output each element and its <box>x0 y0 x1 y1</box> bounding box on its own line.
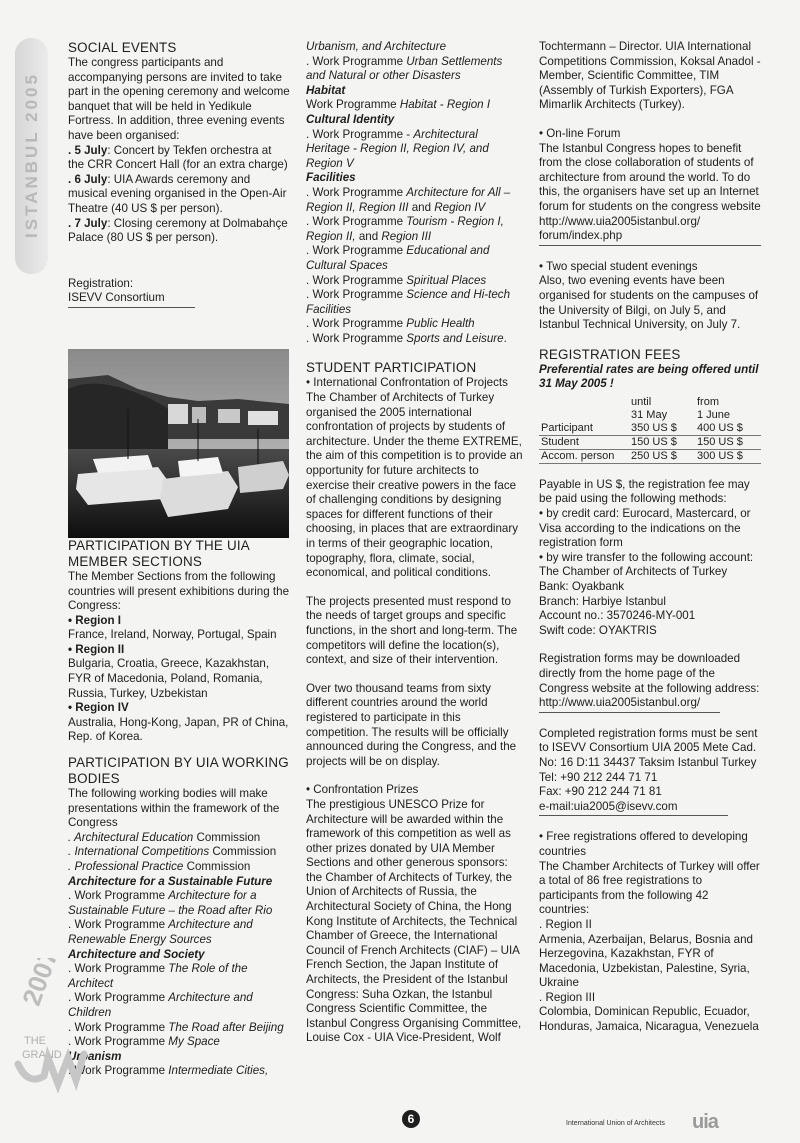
fees-table <box>539 396 761 464</box>
forms-link[interactable]: http://www.uia2005istanbul.org/ <box>539 696 761 713</box>
harbour-photo <box>68 349 289 538</box>
region-2-text: Bulgaria, Croatia, Greece, Kazakhstan, FYR of Macedonia, Poland, Romania, Russia, Turkey, Uzbekistan <box>68 657 270 700</box>
bank-line: Bank: Oyakbank <box>539 580 625 594</box>
wp-line: . Work Programme Tourism - Region I, Region II, and Region III <box>306 215 504 243</box>
body-group-heading: Architecture for a Sustainable Future <box>68 874 273 888</box>
free-region-3: . Region III <box>539 990 596 1004</box>
sidebar-tab <box>15 38 48 274</box>
tel: Tel: +90 212 244 71 71 <box>539 770 658 784</box>
event-3: . 7 July: Closing ceremony at Dolmabahçe Palace (80 US $ per person). <box>68 216 288 245</box>
pay-card: • by credit card: Eurocard, Mastercard, or Visa according to the indications on the registration form <box>539 507 751 550</box>
page-number: 6 <box>402 1110 420 1128</box>
fax: Fax: +90 212 244 71 81 <box>539 785 662 799</box>
fees-header-row <box>539 396 761 409</box>
social-events-heading: SOCIAL EVENTS <box>68 40 177 55</box>
body-item: . Professional Practice Commission <box>68 860 251 873</box>
wp-line: . Work Programme Educational and Cultural Spaces <box>306 244 490 272</box>
bank-line: Swift code: OYAKTRIS <box>539 623 657 637</box>
region-1-title: • Region I <box>68 613 122 627</box>
body-group-heading: Architecture and Society <box>68 947 205 961</box>
fees-col-from-date: 1 June <box>697 408 731 421</box>
wp-group-heading: Habitat <box>306 83 346 97</box>
fees-row: Participant 350 US $ 400 US $ <box>539 422 761 436</box>
completed-text: Completed registration forms must be sent to ISEVV Consortium UIA 2005 Mete Cad. No: 16 D:11 34437 Taksim Istanbul Turkey <box>539 726 758 769</box>
footer-org: International Union of Architects <box>566 1120 665 1127</box>
fees-row: Accom. person 250 US $ 300 US $ <box>539 449 761 463</box>
body-item: . Work Programme Intermediate Cities, <box>68 1064 269 1078</box>
harbour-photo-drawing <box>68 349 289 538</box>
jury-text: Tochtermann – Director. UIA International Competitions Commission, Koksal Anadol - Member, Scientific Committee, TIM (Assembly of Turkish Exporters), FGA Mimarlik Architects (Turkey). <box>539 40 761 112</box>
confrontation-title: • International Confrontation of Projects <box>306 376 508 390</box>
forms-text: Registration forms may be downloaded directly from the home page of the Congress website at the following address: <box>539 652 760 695</box>
registration-fees-heading: REGISTRATION FEES <box>539 346 681 362</box>
body-item: . Work Programme The Role of the Architect <box>68 962 248 990</box>
stamp-drawing <box>14 958 134 1093</box>
wp-group-heading: Cultural Identity <box>306 112 395 126</box>
body-item: . Architectural Education Commission <box>68 830 261 844</box>
free-text: The Chamber Architects of Turkey will offer a total of 86 free registrations to participants from the following 42 countries: <box>539 859 760 917</box>
confrontation-p3: Over two thousand teams from sixty different countries around the world registered to participate in this competition. The results will be officially announced during the Congress, and the projects will be on display. <box>306 681 517 768</box>
body-item: . Work Programme Architecture for a Sustainable Future – the Road after Rio <box>68 889 273 917</box>
registration-label: Registration: <box>68 276 134 290</box>
prizes-title: • Confrontation Prizes <box>306 783 419 797</box>
region-1-text: France, Ireland, Norway, Portugal, Spain <box>68 628 277 642</box>
body-item: . Work Programme The Road after Beijing <box>68 1020 284 1034</box>
region-4-title: • Region IV <box>68 701 129 715</box>
wp-line: . Work Programme - Architectural Heritage - Region II, Region IV, and Region V <box>306 127 489 170</box>
member-intro: The Member Sections from the following countries will present exhibitions during the Congress: <box>68 569 290 613</box>
region-2-title: • Region II <box>68 642 125 656</box>
event-2: . 6 July: UIA Awards ceremony and musical evening organised in the Open-Air Theatre (40 US $ per person). <box>68 172 287 215</box>
forum-link[interactable]: http://www.uia2005istanbul.org/ forum/index.php <box>539 215 761 246</box>
wp-line: . Work Programme Public Health <box>306 317 475 331</box>
column-3 <box>539 40 761 1035</box>
free-region-3-text: Colombia, Dominican Republic, Ecuador, Honduras, Jamaica, Nicaragua, Venezuela <box>539 1005 759 1034</box>
wp-line: . Work Programme Sports and Leisure. <box>306 331 507 345</box>
stamp-year: 2007 <box>16 958 65 1010</box>
confrontation-p2: The projects presented must respond to the needs of target groups and specific functions, in the short and long-term. The competitors will define the location(s), context, and size of their intervention. <box>306 594 518 667</box>
stamp-line2: GRAND <box>22 1049 62 1061</box>
fees-col-until-date: 31 May <box>631 408 668 421</box>
body-group-heading: Urbanism <box>68 1049 122 1063</box>
wp-line: . Work Programme Spiritual Places <box>306 273 487 287</box>
wp-line: . Work Programme Science and Hi-tech Facilities <box>306 288 511 316</box>
evenings-text: Also, two evening events have been organised for students on the campuses of the University of Bilgi, on July 5, and Istanbul Technical University, on July 7. <box>539 274 759 332</box>
bank-line: The Chamber of Architects of Turkey <box>539 565 728 579</box>
fees-row: Student 150 US $ 150 US $ <box>539 435 761 449</box>
forum-text: The Istanbul Congress hopes to benefit from the close collaboration of students of architecture from around the world. To do this, the organisers have set up an Internet forum for students on the congress website <box>539 141 761 213</box>
free-title: • Free registrations offered to developing countries <box>539 830 748 858</box>
fees-col-from: from <box>697 395 719 408</box>
email-link[interactable]: e-mail:uia2005@isevv.com <box>539 800 761 817</box>
event-1: . 5 July: Concert by Tekfen orchestra at the CRR Concert Hall (for an extra charge) <box>68 143 288 172</box>
fees-subtitle: Preferential rates are being offered until 31 May 2005 ! <box>539 362 759 391</box>
confrontation-p1: The Chamber of Architects of Turkey organised the 2005 international confrontation of projects by students of architecture. Under the theme EXTREME, the aim of this competition is to provide an opportunity for future architects to exercise their creative powers in the face of challenging conditions by designing spaces for different functions of their choosing, in places that are extraordinary in terms of their geographic location, topography, flora, climate, social, economical, and political conditions. <box>306 391 523 580</box>
sidebar-label: ISTANBUL 2005 <box>21 72 41 238</box>
working-bodies-heading: PARTICIPATION BY UIA WORKING BODIES <box>68 755 289 787</box>
fees-header-row <box>539 409 761 422</box>
fees-col-until: until <box>631 395 652 408</box>
free-region-2: . Region II <box>539 917 592 931</box>
stamp-line1: THE <box>24 1035 46 1047</box>
body-item: . International Competitions Commission <box>68 845 277 859</box>
pay-wire: • by wire transfer to the following account: <box>539 550 754 564</box>
column-2 <box>306 40 524 1046</box>
region-4-text: Australia, Hong-Kong, Japan, PR of China, Rep. of Korea. <box>68 715 289 744</box>
body-item: . Work Programme Architecture and Children <box>68 991 253 1019</box>
wp-line: Urbanism, and Architecture <box>306 40 447 53</box>
bank-line: Branch: Harbiye Istanbul <box>539 594 666 608</box>
body-item: . Work Programme My Space <box>68 1035 220 1049</box>
prizes-text: The prestigious UNESCO Prize for Architecture will be awarded within the framework of this competition as well as other prizes donated by UIA Member Sections and other generous sponsors: the Chamber of Architects of Turkey, the Union of Architects of Russia, the Architectural Society of China, the Hong Kong Institute of Architects, the Technical Chamber of Greece, the International Council of French Architects (CIAF) – UIA French Section, the Japan Institute of Architects, the President of the Istanbul Congress: Suha Ozkan, the Istanbul Congress Scientific Committee, the Istanbul Congress Organising Committee, Louise Cox - UIA Vice-President, Wolf <box>306 797 522 1045</box>
forum-title: • On-line Forum <box>539 126 621 140</box>
wp-group-heading: Facilities <box>306 171 356 185</box>
column-1 <box>68 40 290 1079</box>
evenings-title: • Two special student evenings <box>539 259 698 273</box>
wp-line: . Work Programme Architecture for All – Region II, Region III and Region IV <box>306 185 511 214</box>
social-intro: The congress participants and accompanying persons are invited to take part in the opening ceremony and welcome banquet that will be held in Yedikule Fortress. In addition, three evening events have been organised: <box>68 56 290 142</box>
wp-line: Work Programme Habitat - Region I <box>306 98 491 112</box>
wp-line: . Work Programme Urban Settlements and Natural or other Disasters <box>306 54 503 83</box>
uia-logo: uia <box>692 1111 718 1133</box>
body-item: . Work Programme Architecture and Renewable Energy Sources <box>68 918 253 946</box>
free-region-2-text: Armenia, Azerbaijan, Belarus, Bosnia and Herzegovina, Kazakhstan, FYR of Macedonia, Uzbekistan, Palestine, Syria, Ukraine <box>539 932 753 990</box>
bodies-intro: The following working bodies will make presentations within the framework of the Congress <box>68 787 280 830</box>
grand-stamp <box>14 958 134 1093</box>
registration-value: ISEVV Consortium <box>68 291 290 308</box>
bank-line: Account no.: 3570246-MY-001 <box>539 609 696 623</box>
member-sections-heading: PARTICIPATION BY THE UIA MEMBER SECTIONS <box>68 537 250 569</box>
sidebar-label-wrap <box>15 50 48 260</box>
student-participation-heading: STUDENT PARTICIPATION <box>306 360 477 376</box>
payable-text: Payable in US $, the registration fee may be paid using the following methods: <box>539 477 750 506</box>
